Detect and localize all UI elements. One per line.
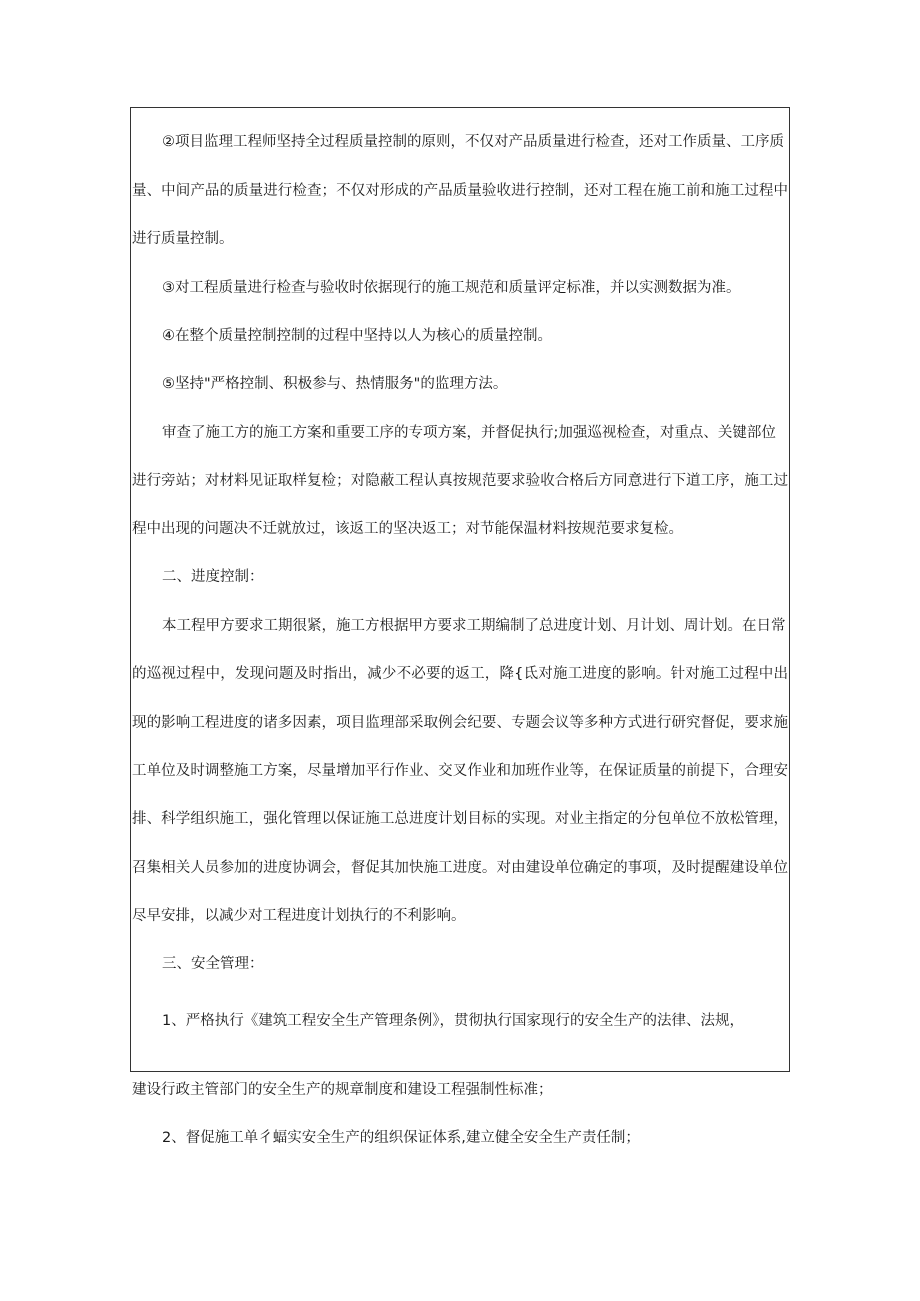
section-heading: 三、安全管理：: [162, 956, 264, 972]
text-frame-border: [130, 107, 790, 1072]
text-line: ③对工程质量进行检查与验收时依据现行的施工规范和质量评定标准，并以实测数据为准。: [162, 280, 741, 296]
text-line: 程中出现的问题决不迁就放过，该返工的坚决返工；对节能保温材料按规范要求复检。: [132, 521, 683, 537]
text-line: ④在整个质量控制控制的过程中坚持以人为核心的质量控制。: [162, 328, 552, 344]
text-line: 工单位及时调整施工方案，尽量增加平行作业、交叉作业和加班作业等，在保证质量的前提下，合理安: [132, 763, 788, 779]
text-line: 本工程甲方要求工期很紧，施工方根据甲方要求工期编制了总进度计划、月计划、周计划。在日常: [162, 618, 786, 634]
text-line: 进行质量控制。: [132, 231, 234, 247]
text-line: 召集相关人员参加的进度协调会，督促其加快施工进度。对由建设单位确定的事项，及时提醒建设单位: [132, 860, 788, 876]
text-line: 的巡视过程中，发现问题及时指出，减少不必要的返工，降{氐对施工进度的影响。针对施工过程中出: [132, 666, 788, 682]
text-line: 2、督促施工单彳蝠实安全生产的组织保证体系,建立健全安全生产责任制；: [162, 1130, 640, 1146]
text-line: 审查了施工方的施工方案和重要工序的专项方案，并督促执行;加强巡视检查，对重点、关键部位: [162, 425, 776, 441]
text-line: ⑤坚持"严格控制、积极参与、热情服务"的监理方法。: [162, 376, 508, 392]
text-line: 1、严格执行《建筑工程安全生产管理条例》，贯彻执行国家现行的安全生产的法律、法规，: [162, 1013, 744, 1029]
section-heading: 二、进度控制：: [162, 569, 264, 585]
text-line: 现的影响工程进度的诸多因素，项目监理部采取例会纪要、专题会议等多种方式进行研究督促，要求施: [132, 715, 788, 731]
text-line: 进行旁站；对材料见证取样复检；对隐蔽工程认真按规范要求验收合格后方同意进行下道工序，施工过: [132, 473, 788, 489]
text-line: 建设行政主管部门的安全生产的规章制度和建设工程强制性标准；: [132, 1082, 553, 1098]
text-line: 排、科学组织施工，强化管理以保证施工总进度计划目标的实现。对业主指定的分包单位不放松管理，: [132, 811, 788, 827]
text-line: 量、中间产品的质量进行检查；不仅对形成的产品质量验收进行控制，还对工程在施工前和施工过程中: [132, 183, 788, 199]
text-line: ②项目监理工程师坚持全过程质量控制的原则，不仅对产品质量进行检查，还对工作质量、工序质: [162, 134, 784, 150]
text-line: 尽早安排，以减少对工程进度计划执行的不利影响。: [132, 908, 466, 924]
